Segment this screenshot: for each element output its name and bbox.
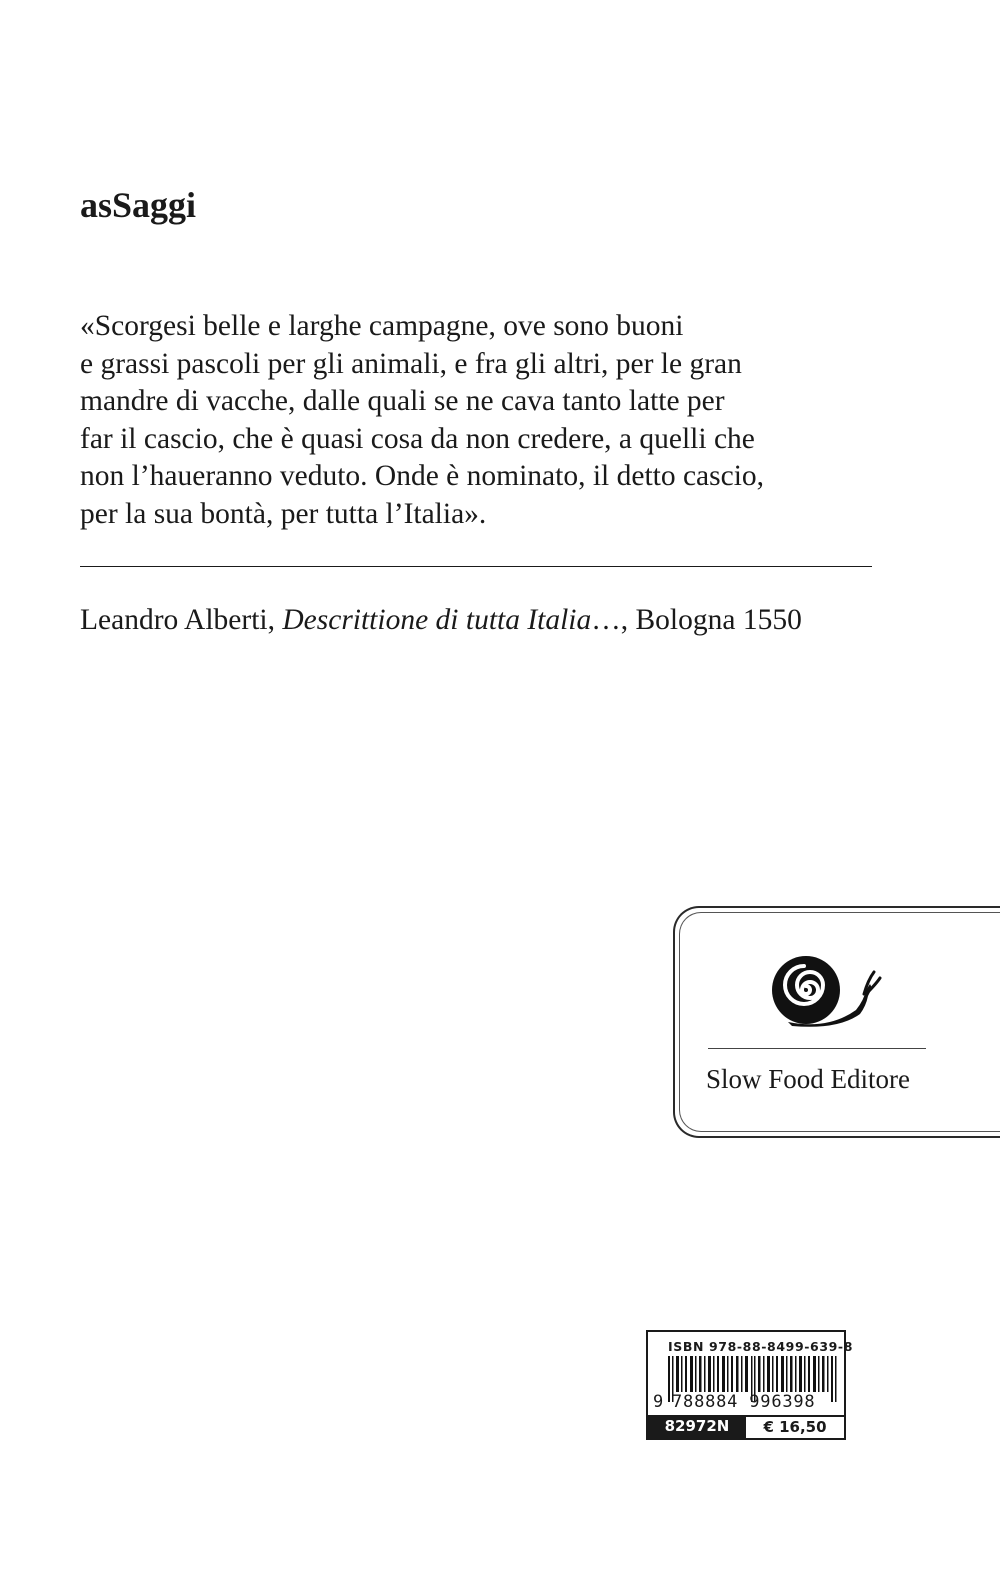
- price: € 16,50: [746, 1415, 844, 1438]
- quote-line: per la sua bontà, per tutta l’Italia».: [80, 497, 487, 530]
- ean-digits: 788884 996398: [672, 1392, 816, 1412]
- attribution-place-date: …, Bologna 1550: [591, 604, 802, 636]
- attribution: [80, 604, 802, 637]
- publisher-name: Slow Food Editore: [706, 1064, 911, 1094]
- quote-line: e grassi pascoli per gli animali, e fra gli altri, per le gran: [80, 347, 742, 380]
- attribution-author: Leandro Alberti,: [80, 604, 283, 636]
- attribution-work: Descrittione di tutta Italia: [282, 604, 592, 636]
- quote-line: mandre di vacche, dalle quali se ne cava tanto latte per: [80, 385, 725, 417]
- series-title: asSaggi: [80, 185, 197, 225]
- quote-line: non l’haueranno veduto. Onde è nominato, il detto cascio,: [80, 460, 765, 492]
- snail-icon: [768, 950, 883, 1032]
- product-code: 82972N: [648, 1415, 746, 1438]
- quote-line: «Scorgesi belle e larghe campagne, ove sono buoni: [80, 310, 684, 342]
- quote: [80, 308, 940, 533]
- ean-first-digit: 9: [653, 1392, 664, 1412]
- isbn: ISBN 978-88-8499-639-8: [668, 1339, 854, 1354]
- publisher-divider: [708, 1048, 926, 1049]
- divider: [80, 566, 872, 567]
- quote-line: far il cascio, che è quasi cosa da non credere, a quelli che: [80, 422, 755, 455]
